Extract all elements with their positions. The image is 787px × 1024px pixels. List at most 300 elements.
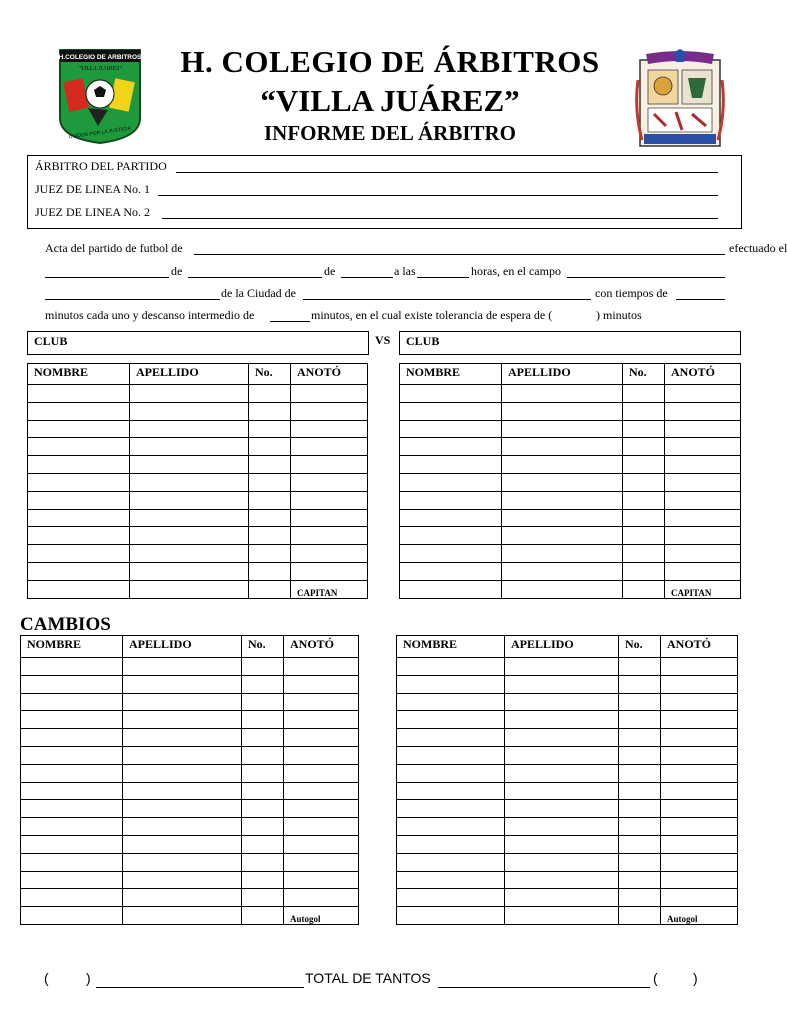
half-duration-field[interactable] <box>676 299 725 300</box>
table-cell[interactable] <box>661 675 738 693</box>
table-row <box>397 800 738 818</box>
match-teams-field[interactable] <box>194 254 725 255</box>
table-cell[interactable] <box>505 800 619 818</box>
table-cell[interactable] <box>502 473 623 491</box>
table-cell[interactable] <box>502 420 623 438</box>
table-cell[interactable] <box>400 545 502 563</box>
acta-ciudad: de la Ciudad de <box>221 286 296 300</box>
table-cell[interactable] <box>242 907 284 925</box>
table-cell[interactable] <box>249 402 291 420</box>
table-cell[interactable] <box>661 818 738 836</box>
table-cell[interactable] <box>291 509 368 527</box>
table-cell[interactable] <box>623 545 665 563</box>
table-cell[interactable] <box>623 527 665 545</box>
acta-alas: a las <box>394 264 416 278</box>
home-club-field[interactable] <box>27 331 369 355</box>
table-cell[interactable] <box>619 782 661 800</box>
table-cell[interactable] <box>123 729 242 747</box>
table-cell[interactable] <box>291 420 368 438</box>
table-cell[interactable] <box>130 562 249 580</box>
table-cell[interactable] <box>21 835 123 853</box>
table-cell[interactable] <box>665 545 741 563</box>
table-cell[interactable] <box>505 746 619 764</box>
table-cell[interactable] <box>242 675 284 693</box>
table-cell[interactable] <box>397 818 505 836</box>
table-cell[interactable] <box>623 491 665 509</box>
table-cell[interactable] <box>21 907 123 925</box>
table-cell[interactable] <box>291 456 368 474</box>
table-cell[interactable] <box>400 438 502 456</box>
table-cell[interactable] <box>397 853 505 871</box>
table-cell[interactable] <box>242 871 284 889</box>
total-goals-label: TOTAL DE TANTOS <box>305 970 431 986</box>
table-cell[interactable] <box>397 835 505 853</box>
table-cell[interactable] <box>623 509 665 527</box>
table-row <box>400 509 741 527</box>
table-cell[interactable] <box>284 835 359 853</box>
table-cell[interactable] <box>619 746 661 764</box>
table-cell[interactable] <box>661 764 738 782</box>
acta-line1-end: efectuado el <box>729 241 787 255</box>
table-row <box>21 907 359 925</box>
table-row <box>21 853 359 871</box>
table-cell[interactable] <box>665 509 741 527</box>
table-cell[interactable] <box>400 527 502 545</box>
table-cell[interactable] <box>661 782 738 800</box>
table-cell[interactable] <box>502 456 623 474</box>
table-cell[interactable] <box>242 693 284 711</box>
table-cell[interactable] <box>242 889 284 907</box>
table-cell[interactable] <box>21 889 123 907</box>
home-score-open-paren: ( <box>44 970 49 986</box>
table-cell[interactable] <box>661 746 738 764</box>
table-cell[interactable] <box>400 385 502 403</box>
table-cell[interactable] <box>242 764 284 782</box>
table-cell[interactable] <box>291 402 368 420</box>
table-cell[interactable] <box>242 800 284 818</box>
table-cell[interactable] <box>400 473 502 491</box>
table-cell[interactable] <box>502 385 623 403</box>
table-cell[interactable] <box>123 800 242 818</box>
table-cell[interactable] <box>502 527 623 545</box>
table-row <box>21 693 359 711</box>
table-cell[interactable] <box>130 402 249 420</box>
table-cell[interactable] <box>21 764 123 782</box>
table-cell[interactable] <box>291 385 368 403</box>
header-row <box>397 636 738 658</box>
column-header: APELLIDO <box>505 636 619 658</box>
table-cell[interactable] <box>242 782 284 800</box>
table-cell[interactable] <box>242 835 284 853</box>
table-cell[interactable] <box>502 509 623 527</box>
table-cell[interactable] <box>661 800 738 818</box>
table-row <box>21 818 359 836</box>
table-cell[interactable] <box>28 562 130 580</box>
table-cell[interactable] <box>505 658 619 676</box>
break-duration-field[interactable] <box>270 321 310 322</box>
table-cell[interactable] <box>28 438 130 456</box>
table-row <box>28 491 368 509</box>
table-cell[interactable] <box>505 818 619 836</box>
table-cell[interactable] <box>21 871 123 889</box>
table-cell[interactable] <box>28 509 130 527</box>
table-row <box>400 456 741 474</box>
table-cell[interactable] <box>242 658 284 676</box>
table-row <box>28 438 368 456</box>
table-cell[interactable] <box>130 385 249 403</box>
table-cell[interactable] <box>21 711 123 729</box>
table-cell[interactable] <box>619 889 661 907</box>
table-cell[interactable] <box>242 853 284 871</box>
logo-bottom-text: UNIDOS POR LA JUSTICIA <box>68 125 132 141</box>
table-cell[interactable] <box>28 473 130 491</box>
table-cell[interactable] <box>505 729 619 747</box>
table-cell[interactable] <box>619 658 661 676</box>
field-name-field[interactable] <box>567 277 725 278</box>
table-cell[interactable] <box>505 782 619 800</box>
table-cell[interactable] <box>242 818 284 836</box>
table-cell[interactable] <box>21 729 123 747</box>
table-cell[interactable] <box>249 509 291 527</box>
away-club-label: CLUB <box>406 334 440 348</box>
table-cell[interactable] <box>28 456 130 474</box>
table-cell[interactable] <box>505 907 619 925</box>
header-row <box>21 636 359 658</box>
table-cell[interactable] <box>291 527 368 545</box>
table-cell[interactable] <box>130 491 249 509</box>
table-cell[interactable] <box>123 907 242 925</box>
table-cell[interactable] <box>661 693 738 711</box>
table-cell[interactable] <box>242 729 284 747</box>
table-cell[interactable] <box>400 562 502 580</box>
table-cell[interactable] <box>130 580 249 598</box>
table-row <box>397 711 738 729</box>
acta-de1: de <box>171 264 183 278</box>
logo-name-text: "VILLA JUAREZ" <box>78 66 122 72</box>
table-cell[interactable] <box>291 562 368 580</box>
table-row <box>400 545 741 563</box>
table-cell[interactable] <box>397 782 505 800</box>
time-field[interactable] <box>417 277 469 278</box>
acta-minutos: minutos cada uno y descanso intermedio de <box>45 308 255 322</box>
table-cell[interactable] <box>284 746 359 764</box>
table-cell[interactable] <box>123 693 242 711</box>
table-cell[interactable] <box>665 420 741 438</box>
table-cell[interactable] <box>397 711 505 729</box>
table-cell[interactable] <box>284 693 359 711</box>
table-cell[interactable] <box>661 889 738 907</box>
table-cell[interactable] <box>123 871 242 889</box>
table-cell[interactable] <box>623 562 665 580</box>
table-cell[interactable] <box>665 527 741 545</box>
month-field[interactable] <box>188 277 322 278</box>
footer-cell-label[interactable]: Autogol <box>284 907 359 925</box>
away-roster-table <box>399 363 741 599</box>
table-cell[interactable] <box>505 835 619 853</box>
report-subtitle: INFORME DEL ÁRBITRO <box>263 121 517 145</box>
away-club-field[interactable] <box>399 331 741 355</box>
referee-label: ÁRBITRO DEL PARTIDO <box>35 159 167 173</box>
table-cell[interactable] <box>665 491 741 509</box>
field-location-field[interactable] <box>45 299 220 300</box>
table-cell[interactable] <box>397 746 505 764</box>
table-cell[interactable] <box>291 491 368 509</box>
table-cell[interactable] <box>123 853 242 871</box>
table-row <box>21 871 359 889</box>
table-cell[interactable] <box>665 456 741 474</box>
linesman1-name-field[interactable] <box>158 195 718 196</box>
table-cell[interactable] <box>242 746 284 764</box>
linesman2-name-field[interactable] <box>162 218 718 219</box>
table-cell[interactable] <box>21 693 123 711</box>
table-cell[interactable] <box>661 711 738 729</box>
table-cell[interactable] <box>505 764 619 782</box>
table-cell[interactable] <box>284 658 359 676</box>
table-cell[interactable] <box>661 871 738 889</box>
table-cell[interactable] <box>665 402 741 420</box>
table-cell[interactable] <box>505 889 619 907</box>
table-cell[interactable] <box>21 818 123 836</box>
table-cell[interactable] <box>397 889 505 907</box>
footer-cell-label[interactable]: CAPITAN <box>665 580 741 598</box>
table-cell[interactable] <box>400 491 502 509</box>
table-cell[interactable] <box>28 402 130 420</box>
table-cell[interactable] <box>623 420 665 438</box>
table-cell[interactable] <box>397 871 505 889</box>
table-cell[interactable] <box>400 580 502 598</box>
column-header: APELLIDO <box>123 636 242 658</box>
acta-horas: horas, en el campo <box>471 264 561 278</box>
table-cell[interactable] <box>284 675 359 693</box>
table-cell[interactable] <box>123 658 242 676</box>
table-cell[interactable] <box>502 491 623 509</box>
table-cell[interactable] <box>123 675 242 693</box>
table-cell[interactable] <box>130 473 249 491</box>
table-cell[interactable] <box>400 456 502 474</box>
table-cell[interactable] <box>123 782 242 800</box>
column-header: NOMBRE <box>21 636 123 658</box>
table-cell[interactable] <box>397 658 505 676</box>
table-cell[interactable] <box>249 545 291 563</box>
table-cell[interactable] <box>123 835 242 853</box>
table-cell[interactable] <box>21 658 123 676</box>
table-cell[interactable] <box>619 675 661 693</box>
table-cell[interactable] <box>619 729 661 747</box>
column-header: ANOTÓ <box>291 364 368 385</box>
table-cell[interactable] <box>123 711 242 729</box>
away-total-field[interactable] <box>438 987 650 988</box>
city-field[interactable] <box>303 299 591 300</box>
table-cell[interactable] <box>502 402 623 420</box>
table-cell[interactable] <box>397 693 505 711</box>
table-cell[interactable] <box>502 438 623 456</box>
table-cell[interactable] <box>502 580 623 598</box>
table-row <box>21 800 359 818</box>
college-name: “VILLA JUÁREZ” <box>260 83 520 118</box>
table-cell[interactable] <box>249 562 291 580</box>
table-row <box>28 580 368 598</box>
table-cell[interactable] <box>619 835 661 853</box>
table-cell[interactable] <box>130 545 249 563</box>
table-cell[interactable] <box>28 420 130 438</box>
table-cell[interactable] <box>505 693 619 711</box>
table-row <box>400 562 741 580</box>
table-cell[interactable] <box>400 402 502 420</box>
table-cell[interactable] <box>249 420 291 438</box>
table-cell[interactable] <box>619 853 661 871</box>
table-cell[interactable] <box>665 438 741 456</box>
table-cell[interactable] <box>284 818 359 836</box>
table-cell[interactable] <box>242 711 284 729</box>
table-cell[interactable] <box>249 527 291 545</box>
table-cell[interactable] <box>21 853 123 871</box>
table-cell[interactable] <box>284 729 359 747</box>
table-cell[interactable] <box>21 675 123 693</box>
table-row <box>397 658 738 676</box>
table-cell[interactable] <box>623 456 665 474</box>
footer-cell-label[interactable]: CAPITAN <box>291 580 368 598</box>
table-cell[interactable] <box>284 782 359 800</box>
table-cell[interactable] <box>249 580 291 598</box>
table-row <box>400 402 741 420</box>
table-row <box>28 509 368 527</box>
acta-de2: de <box>324 264 336 278</box>
table-cell[interactable] <box>397 907 505 925</box>
page-title: H. COLEGIO DE ÁRBITROS <box>180 44 600 79</box>
table-cell[interactable] <box>28 491 130 509</box>
table-cell[interactable] <box>665 473 741 491</box>
table-row <box>400 438 741 456</box>
table-cell[interactable] <box>291 545 368 563</box>
table-row <box>397 746 738 764</box>
day-field[interactable] <box>45 277 169 278</box>
table-cell[interactable] <box>28 580 130 598</box>
column-header: No. <box>623 364 665 385</box>
table-cell[interactable] <box>249 385 291 403</box>
header-row <box>28 364 368 385</box>
table-row <box>400 473 741 491</box>
table-cell[interactable] <box>284 800 359 818</box>
table-cell[interactable] <box>123 764 242 782</box>
table-cell[interactable] <box>502 545 623 563</box>
table-cell[interactable] <box>291 473 368 491</box>
table-cell[interactable] <box>505 675 619 693</box>
column-header: APELLIDO <box>130 364 249 385</box>
table-cell[interactable] <box>123 746 242 764</box>
table-cell[interactable] <box>130 509 249 527</box>
table-cell[interactable] <box>123 818 242 836</box>
table-cell[interactable] <box>249 438 291 456</box>
table-cell[interactable] <box>28 545 130 563</box>
home-total-field[interactable] <box>96 987 304 988</box>
table-cell[interactable] <box>619 871 661 889</box>
table-cell[interactable] <box>619 818 661 836</box>
table-cell[interactable] <box>284 889 359 907</box>
table-cell[interactable] <box>130 420 249 438</box>
table-cell[interactable] <box>623 385 665 403</box>
table-cell[interactable] <box>28 385 130 403</box>
table-row <box>397 907 738 925</box>
table-cell[interactable] <box>623 438 665 456</box>
table-row <box>400 420 741 438</box>
table-cell[interactable] <box>21 800 123 818</box>
acta-minutos-end: ) minutos <box>596 308 642 322</box>
table-cell[interactable] <box>502 562 623 580</box>
table-row <box>28 473 368 491</box>
table-row <box>397 693 738 711</box>
footer-cell-label[interactable]: Autogol <box>661 907 738 925</box>
table-row <box>397 675 738 693</box>
column-header: ANOTÓ <box>284 636 359 658</box>
table-cell[interactable] <box>123 889 242 907</box>
table-cell[interactable] <box>665 562 741 580</box>
table-cell[interactable] <box>400 509 502 527</box>
table-cell[interactable] <box>284 871 359 889</box>
linesman1-label: JUEZ DE LINEA No. 1 <box>35 182 150 196</box>
table-cell[interactable] <box>505 871 619 889</box>
table-cell[interactable] <box>249 473 291 491</box>
table-row <box>400 580 741 598</box>
referee-name-field[interactable] <box>176 172 718 173</box>
table-row <box>397 818 738 836</box>
table-cell[interactable] <box>619 800 661 818</box>
table-cell[interactable] <box>661 853 738 871</box>
table-cell[interactable] <box>400 420 502 438</box>
table-cell[interactable] <box>397 764 505 782</box>
table-cell[interactable] <box>623 402 665 420</box>
table-cell[interactable] <box>619 693 661 711</box>
table-cell[interactable] <box>619 907 661 925</box>
table-cell[interactable] <box>661 658 738 676</box>
table-cell[interactable] <box>130 527 249 545</box>
table-cell[interactable] <box>661 729 738 747</box>
table-cell[interactable] <box>284 853 359 871</box>
table-cell[interactable] <box>249 491 291 509</box>
table-cell[interactable] <box>284 764 359 782</box>
linesman2-label: JUEZ DE LINEA No. 2 <box>35 205 150 219</box>
table-cell[interactable] <box>665 385 741 403</box>
table-row <box>21 711 359 729</box>
table-cell[interactable] <box>505 711 619 729</box>
table-cell[interactable] <box>661 835 738 853</box>
column-header: NOMBRE <box>400 364 502 385</box>
table-cell[interactable] <box>291 438 368 456</box>
table-row <box>28 562 368 580</box>
table-cell[interactable] <box>249 456 291 474</box>
table-cell[interactable] <box>284 711 359 729</box>
table-cell[interactable] <box>619 711 661 729</box>
table-cell[interactable] <box>505 853 619 871</box>
column-header: ANOTÓ <box>665 364 741 385</box>
table-cell[interactable] <box>21 782 123 800</box>
table-cell[interactable] <box>130 456 249 474</box>
table-row <box>28 420 368 438</box>
table-row <box>28 385 368 403</box>
year-field[interactable] <box>341 277 393 278</box>
table-row <box>400 527 741 545</box>
table-cell[interactable] <box>130 438 249 456</box>
table-cell[interactable] <box>619 764 661 782</box>
table-row <box>400 491 741 509</box>
table-cell[interactable] <box>28 527 130 545</box>
table-cell[interactable] <box>397 800 505 818</box>
header-row <box>400 364 741 385</box>
table-cell[interactable] <box>397 729 505 747</box>
table-cell[interactable] <box>623 473 665 491</box>
table-cell[interactable] <box>623 580 665 598</box>
table-cell[interactable] <box>397 675 505 693</box>
table-cell[interactable] <box>21 746 123 764</box>
